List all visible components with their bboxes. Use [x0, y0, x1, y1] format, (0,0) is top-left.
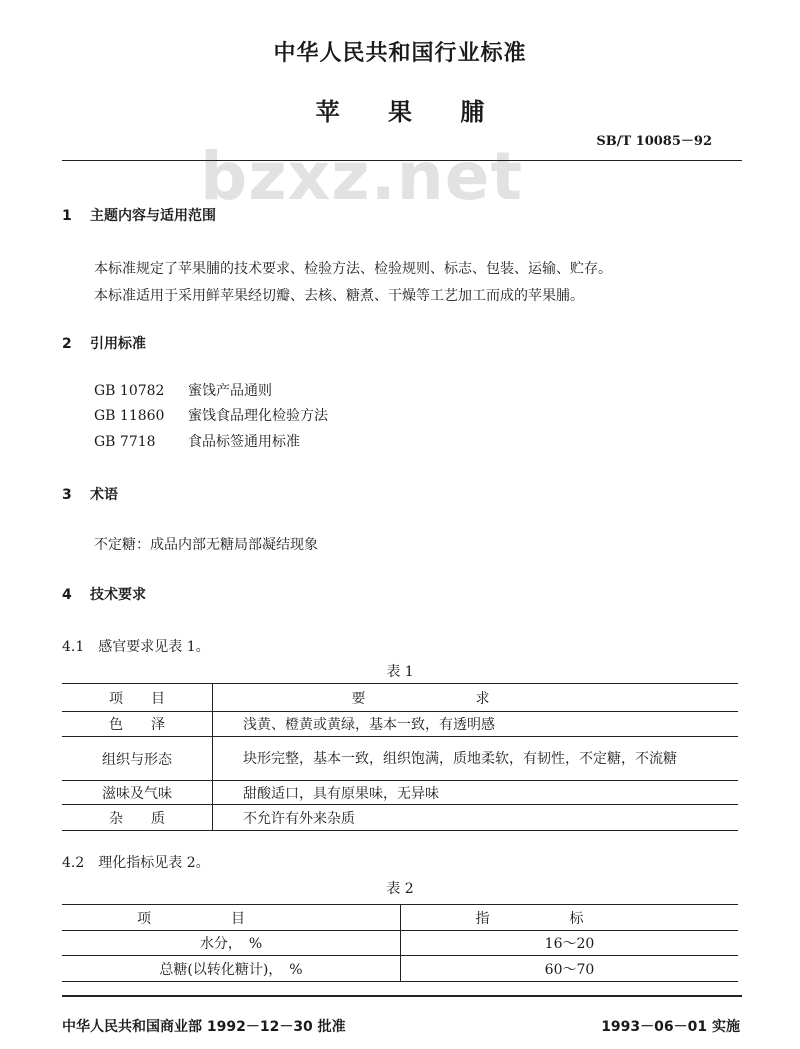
table-row — [62, 931, 738, 956]
table-header-row — [62, 684, 738, 712]
section-2-number: 2 — [62, 336, 72, 352]
table-header-row — [62, 905, 738, 931]
section-4-number: 4 — [62, 587, 72, 603]
reference-name: 食品标签通用标准 — [188, 434, 300, 450]
table-header-cell: 项 目 — [62, 684, 213, 712]
table-row — [62, 956, 738, 982]
header-divider — [62, 160, 742, 161]
table-header-cell: 项目 — [62, 905, 401, 931]
table-1-caption: 表 1 — [386, 664, 414, 680]
table-header-cell: 指标 — [401, 905, 739, 931]
reference-name: 蜜饯食品理化检验方法 — [188, 408, 328, 424]
reference-code: GB 11860 — [94, 408, 165, 424]
table-cell-value: 16～20 — [401, 931, 739, 956]
table-row — [62, 805, 738, 831]
table-cell-requirement: 甜酸适口，具有原果味，无异味 — [213, 781, 739, 805]
standard-number: SB/T 10085－92 — [596, 134, 712, 149]
table-row — [62, 781, 738, 805]
reference-code: GB 10782 — [94, 383, 165, 399]
table-row — [62, 737, 738, 781]
reference-item — [94, 380, 272, 400]
section-4-heading — [62, 584, 146, 604]
clause-4-2: 4.2 理化指标见表 2。 — [62, 855, 210, 871]
section-1-heading — [62, 205, 216, 225]
section-4-title: 技术要求 — [90, 587, 146, 603]
table-cell-item: 水分， % — [62, 931, 401, 956]
table-header-cell: 要求 — [213, 684, 739, 712]
section-2-heading — [62, 333, 146, 353]
table-2-caption: 表 2 — [386, 881, 414, 897]
table-cell-item: 组织与形态 — [62, 737, 213, 781]
section-1-title: 主题内容与适用范围 — [90, 208, 216, 224]
section-1-number: 1 — [62, 208, 72, 224]
watermark: bzxz.net — [200, 138, 524, 215]
section-3-text: 不定糖：成品内部无糖局部凝结现象 — [94, 537, 318, 553]
section-1-line-2: 本标准适用于采用鲜苹果经切瓣、去核、糖煮、干燥等工艺加工而成的苹果脯。 — [94, 288, 584, 304]
table-row — [62, 712, 738, 737]
section-1-line-1: 本标准规定了苹果脯的技术要求、检验方法、检验规则、标志、包装、运输、贮存。 — [94, 261, 612, 277]
table-cell-item: 总糖(以转化糖计)， % — [62, 956, 401, 982]
table-cell-requirement: 块形完整，基本一致，组织饱满，质地柔软，有韧性，不定糖，不流糖 — [213, 737, 739, 781]
implementation-date: 1993－06－01 实施 — [601, 1019, 740, 1035]
section-3-number: 3 — [62, 487, 72, 503]
clause-4-1: 4.1 感官要求见表 1。 — [62, 639, 210, 655]
table-cell-item: 色 泽 — [62, 712, 213, 737]
table-1 — [62, 683, 738, 831]
reference-item — [94, 405, 328, 425]
section-2-title: 引用标准 — [90, 336, 146, 352]
section-3-heading — [62, 484, 118, 504]
table-cell-value: 60～70 — [401, 956, 739, 982]
table-cell-requirement: 不允许有外来杂质 — [213, 805, 739, 831]
standard-category-title: 中华人民共和国行业标准 — [273, 41, 527, 66]
document-title: 苹 果 脯 — [315, 98, 505, 126]
table-cell-item: 杂 质 — [62, 805, 213, 831]
reference-name: 蜜饯产品通则 — [188, 383, 272, 399]
reference-code: GB 7718 — [94, 434, 156, 450]
footer-divider — [62, 995, 742, 997]
section-3-title: 术语 — [90, 487, 118, 503]
reference-item — [94, 431, 300, 451]
table-2 — [62, 904, 738, 982]
table-cell-item: 滋味及气味 — [62, 781, 213, 805]
table-cell-requirement: 浅黄、橙黄或黄绿，基本一致，有透明感 — [213, 712, 739, 737]
approval-statement: 中华人民共和国商业部 1992－12－30 批准 — [62, 1019, 346, 1035]
